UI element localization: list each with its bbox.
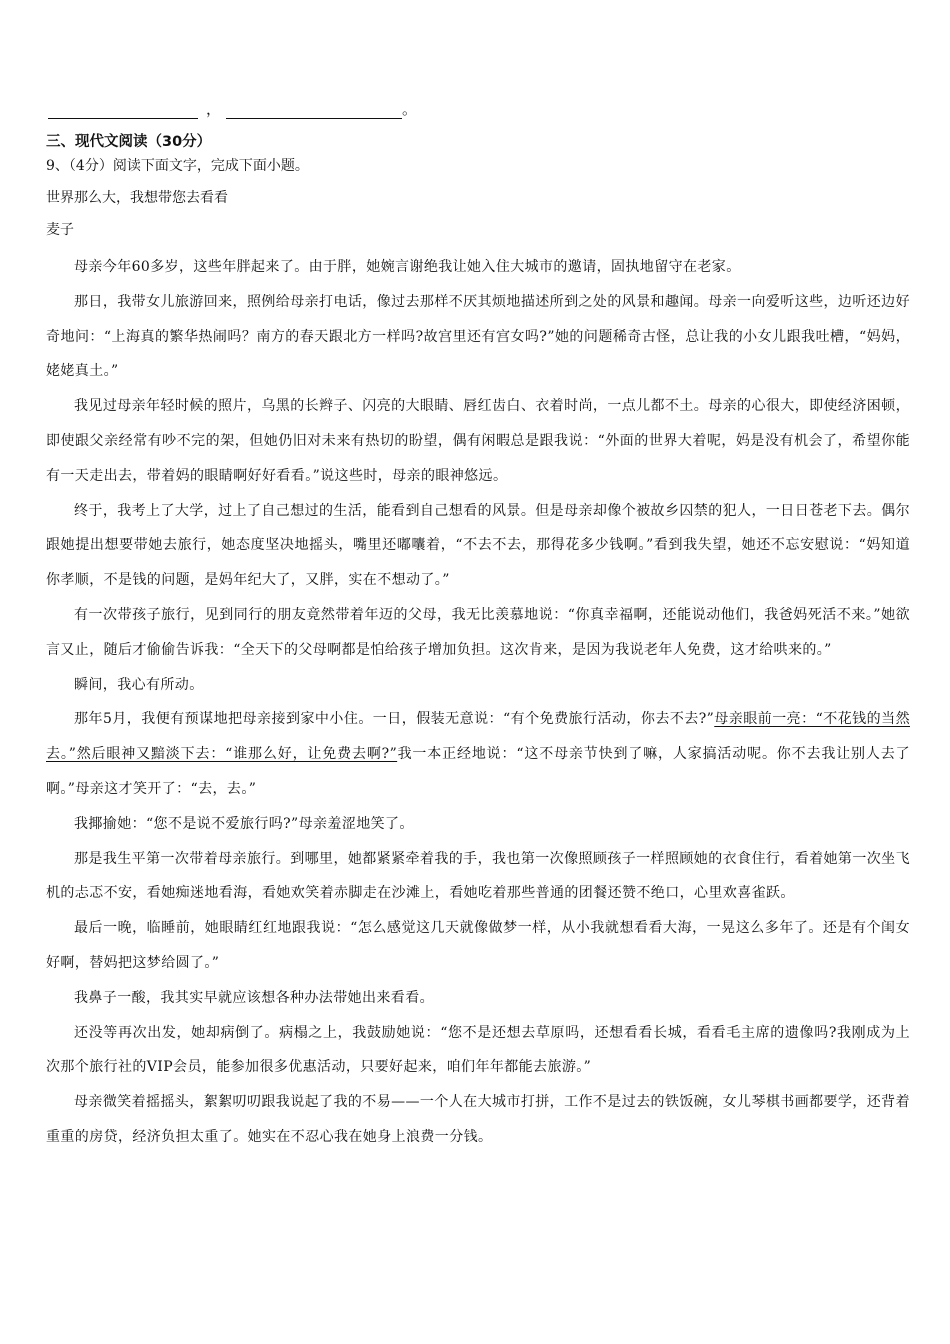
paragraph-3: 我见过母亲年轻时候的照片，乌黑的长辫子、闪亮的大眼睛、唇红齿白、衣着时尚，一点儿都不土。母亲的心很大，即使经济困顿，即使跟父亲经常有吵不完的架，但她仍旧对未来有热切的盼望，偶有闲暇总是跟我说：“外面的世界大着呢，妈是没有机会了，希望你能有一天走出去，带着妈的眼睛啊好好看看。”说这些时，母亲的眼神悠远。	[46, 398, 910, 484]
article-title: 世界那么大，我想带您去看看	[46, 190, 228, 206]
article-author: 麦子	[46, 222, 74, 238]
paragraph-1: 母亲今年60多岁，这些年胖起来了。由于胖，她婉言谢绝我让她入住大城市的邀请，固执地留守在老家。	[74, 259, 741, 275]
underlined-sentence: 母亲眼前一亮：“不花钱的当然去。”然后眼神又黯淡下去：“谁那么好，让免费去啊?”	[46, 711, 910, 763]
paragraph-9: 那是我生平第一次带着母亲旅行。到哪里，她都紧紧牵着我的手，我也第一次像照顾孩子一样照顾她的衣食住行，看着她第一次坐飞机的忐忑不安，看她痴迷地看海，看她欢笑着赤脚走在沙滩上，看她吃着那些普通的团餐还赞不绝口，心里欢喜雀跃。	[46, 850, 910, 902]
paragraph-8: 我揶揄她：“您不是说不爱旅行吗?”母亲羞涩地笑了。	[74, 815, 414, 832]
paragraph-13: 母亲微笑着摇摇头，絮絮叨叨跟我说起了我的不易——一个人在大城市打拼，工作不是过去的铁饭碗，女儿琴棋书画都要学，还背着重重的房贷，经济负担太重了。她实在不忍心我在她身上浪费一分钱。	[46, 1094, 910, 1145]
answer-blank-1[interactable]	[48, 118, 198, 119]
answer-blank-2[interactable]	[226, 118, 402, 119]
paragraph-5: 有一次带孩子旅行，见到同行的朋友竟然带着年迈的父母，我无比羡慕地说：“你真幸福啊，还能说动他们，我爸妈死活不来。”她欲言又止，随后才偷偷告诉我：“全天下的父母啊都是怕给孩子增加负担。这次肯来，是因为我说老年人免费，这才给哄来的。”	[46, 606, 910, 658]
section-heading: 三、现代文阅读（30分）	[46, 134, 212, 150]
exam-page	[46, 96, 910, 1155]
paragraph-7-end: 我一本正经地说：“这不母亲节快到了嘛，人家搞活动呢。你不去我让别人去了啊。”母亲这才笑开了：“去，去。”	[46, 746, 910, 797]
paragraph-7-start: 那年5月，我便有预谋地把母亲接到家中小住。一日，假装无意说：“有个免费旅行活动，你去不去?”	[74, 711, 715, 728]
paragraph-7	[46, 702, 910, 806]
paragraph-12: 还没等再次出发，她却病倒了。病榻之上，我鼓励她说：“您不是还想去草原吗，还想看看长城，看看毛主席的遗像吗?我刚成为上次那个旅行社的VIP会员，能参加很多优惠活动，只要好起来，咱们年年都能去旅游。”	[46, 1024, 910, 1076]
paragraph-11: 我鼻子一酸，我其实早就应该想各种办法带她出来看看。	[74, 989, 434, 1006]
answer-comma: ，	[206, 100, 222, 118]
article-body	[46, 250, 910, 1155]
paragraph-4: 终于，我考上了大学，过上了自己想过的生活，能看到自己想看的风景。但是母亲却像个被故乡囚禁的犯人，一日日苍老下去。偶尔跟她提出想要带她去旅行，她态度坚决地摇头，嘴里还嘟囔着，“不去不去，那得花多少钱啊。”看到我失望，她还不忘安慰说：“妈知道你孝顺，不是钱的问题，是妈年纪大了，又胖，实在不想动了。”	[46, 502, 910, 589]
paragraph-10: 最后一晚，临睡前，她眼睛红红地跟我说：“怎么感觉这几天就像做梦一样，从小我就想看看大海，一晃这么多年了。还是有个闺女好啊，替妈把这梦给圆了。”	[46, 920, 910, 971]
paragraph-6: 瞬间，我心有所动。	[74, 676, 204, 693]
paragraph-2: 那日，我带女儿旅游回来，照例给母亲打电话，像过去那样不厌其烦地描述所到之处的风景和趣闻。母亲一向爱听这些，边听还边好奇地问：“上海真的繁华热闹吗？南方的春天跟北方一样吗?故宫里还有宫女吗?”她的问题稀奇古怪，总让我的小女儿跟我吐槽，“妈妈，姥姥真土。”	[46, 293, 910, 380]
question-prompt: 9、（4分）阅读下面文字，完成下面小题。	[46, 158, 309, 174]
answer-blank-line	[46, 96, 910, 132]
answer-period: 。	[402, 100, 418, 118]
